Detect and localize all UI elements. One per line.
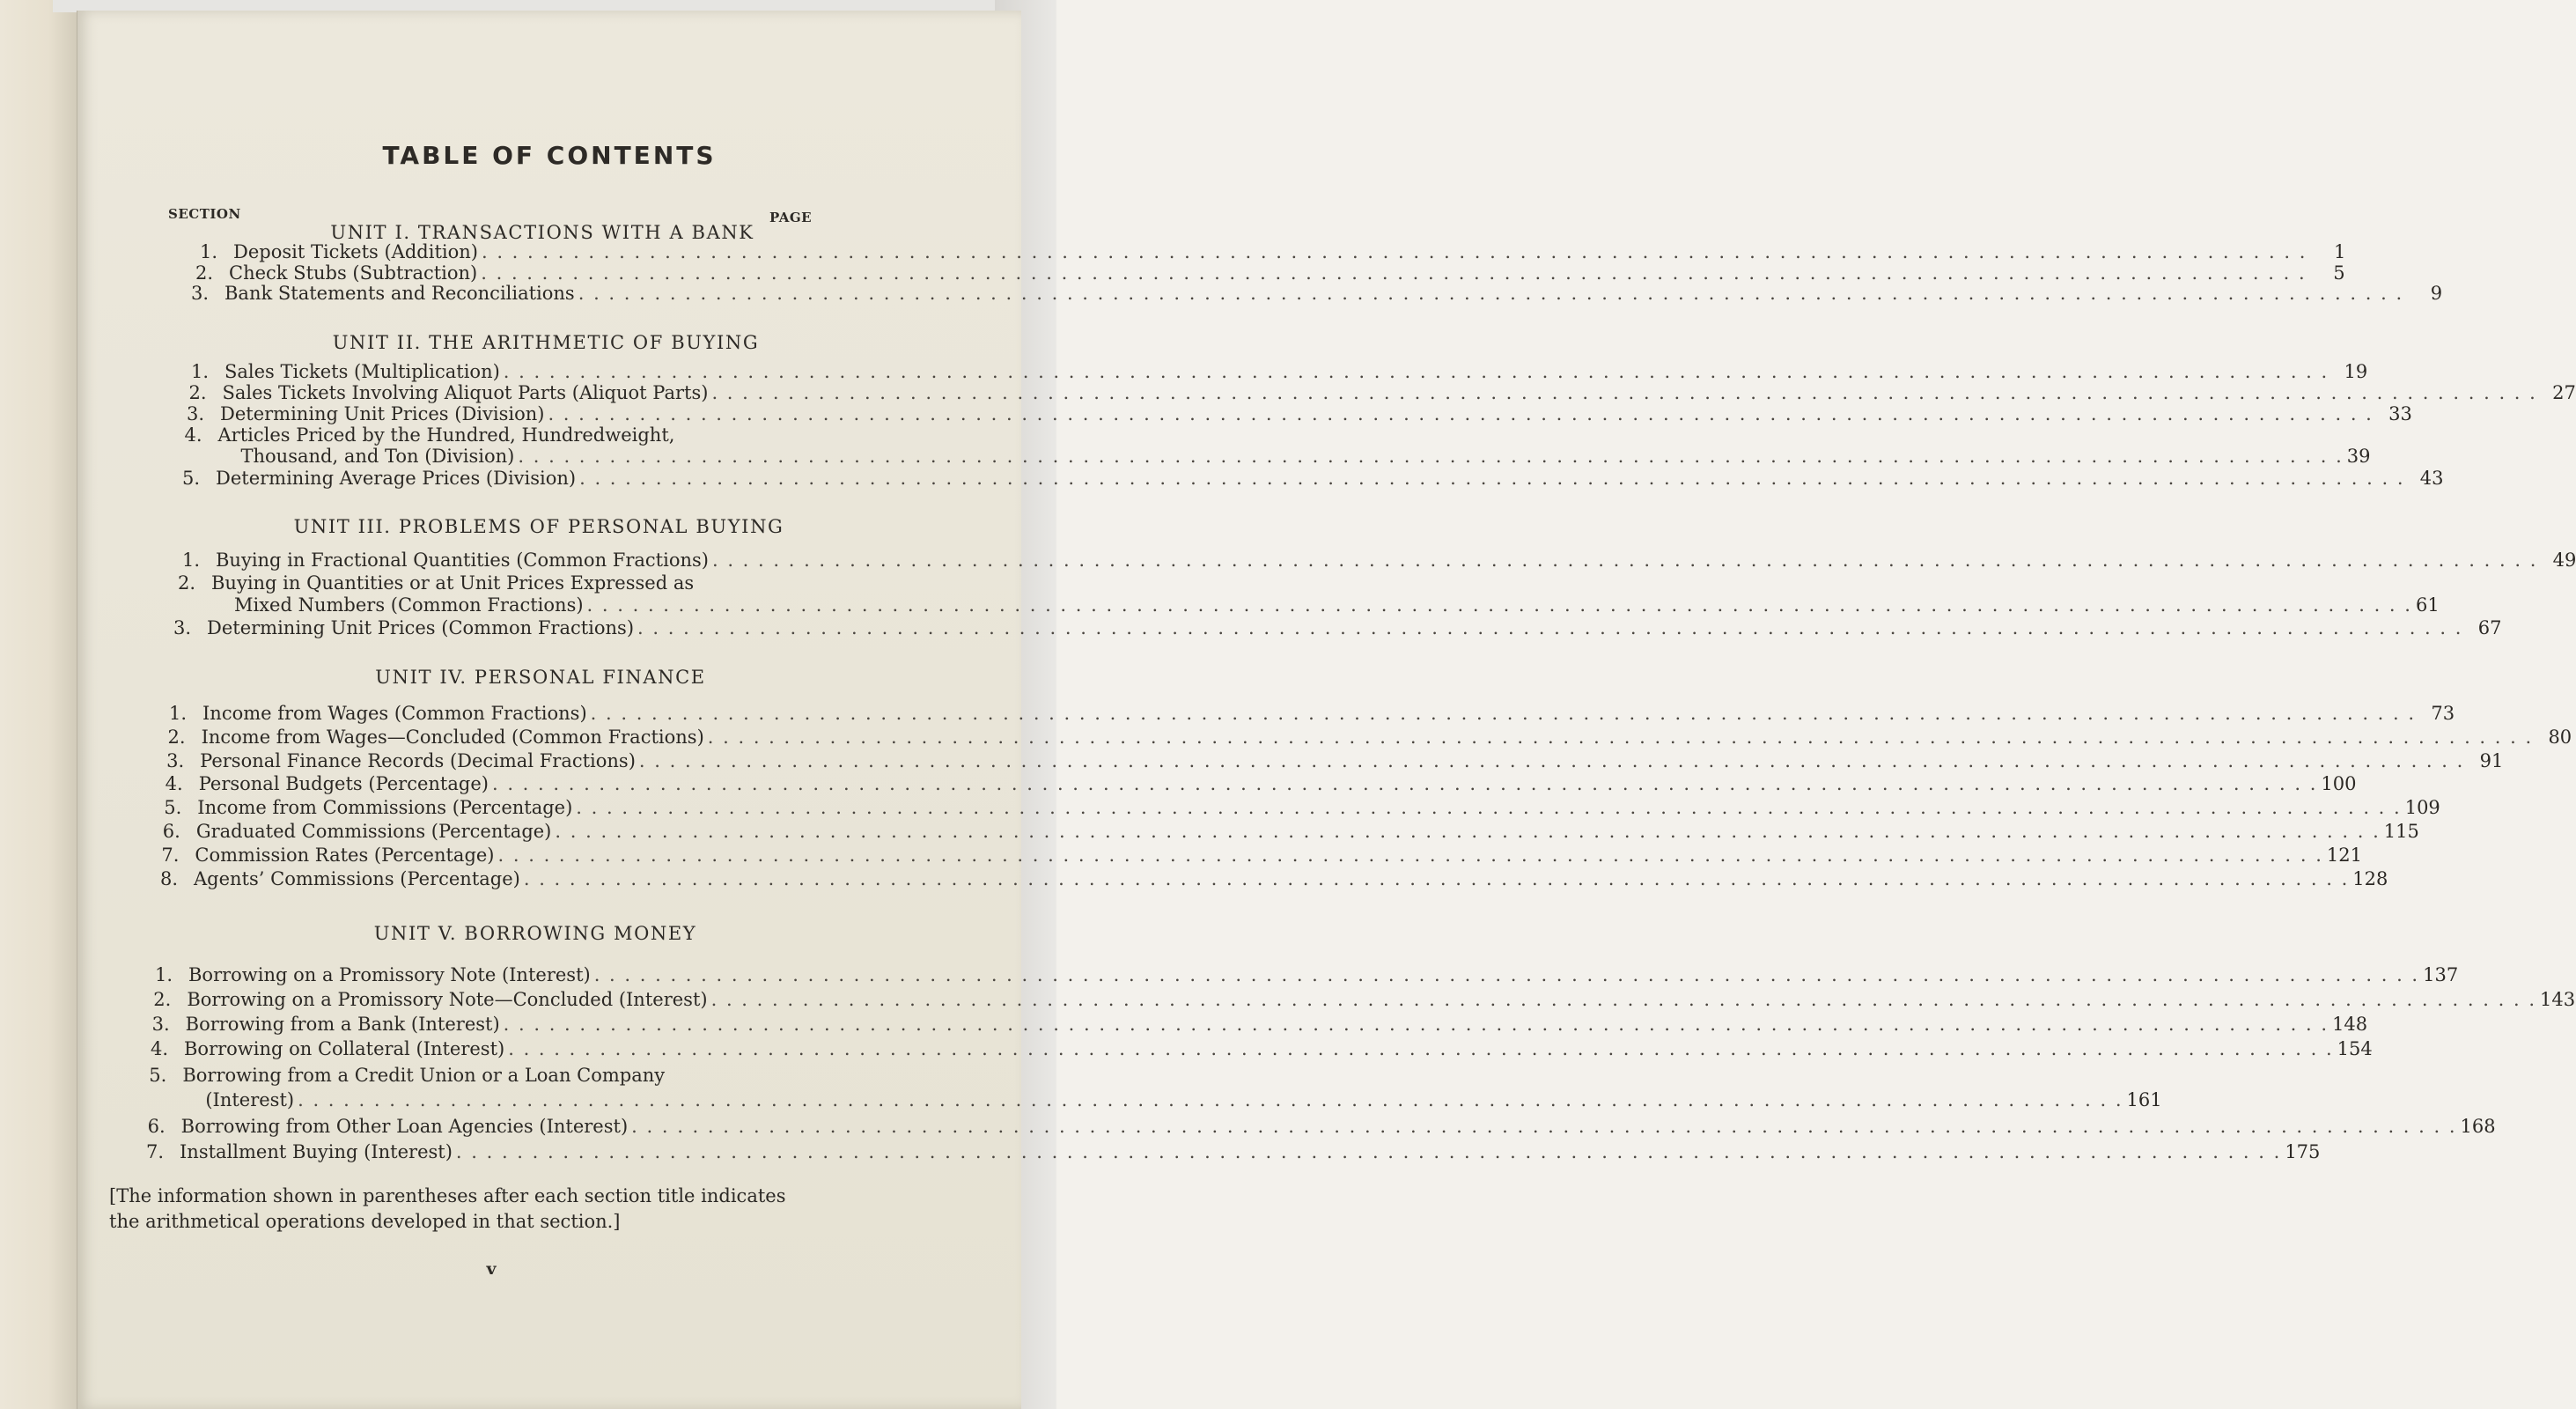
toc-entry[interactable]	[168, 550, 2576, 571]
unit-heading: UNIT II. THE ARITHMETIC OF BUYING	[332, 332, 760, 353]
toc-entry[interactable]	[186, 241, 2346, 262]
toc-entry[interactable]	[164, 572, 694, 594]
page-ref: 61	[2415, 594, 2440, 616]
section-number: 2.	[167, 727, 186, 748]
toc-entry[interactable]	[154, 727, 2572, 748]
section-title: Determining Average Prices (Division)	[216, 468, 577, 489]
leader-dots: . . . . . . . . . . . . . . . . . . . . . . . . . . . . . . . . . . . . . . . . . . . . . . . . . . . . . . . . . . . . . . . . . . . . . . . . . . . . . . . . . . . . . . . . . . . . . . . . . . . . . . . . . . . . . . . . . . . . . . . .	[590, 703, 2417, 724]
page-title: TABLE OF CONTENTS	[382, 141, 717, 170]
section-number: 4.	[184, 424, 202, 446]
toc-entry[interactable]	[147, 845, 2363, 866]
page-ref: 148	[2332, 1014, 2368, 1035]
toc-entry[interactable]	[150, 797, 2440, 818]
page-ref: 100	[2321, 773, 2357, 794]
leader-dots: . . . . . . . . . . . . . . . . . . . . . . . . . . . . . . . . . . . . . . . . . . . . . . . . . . . . . . . . . . . . . . . . . . . . . . . . . . . . . . . . . . . . . . . . . . . . . . . . . . . . . . . . . . . . . . . . . . . . . . . .	[523, 868, 2350, 889]
page-ref: 73	[2431, 703, 2455, 724]
section-title: Income from Wages—Concluded (Common Fractions)	[201, 727, 704, 748]
section-title: Personal Finance Records (Decimal Fractions)	[200, 750, 636, 771]
section-title: Deposit Tickets (Addition)	[233, 241, 478, 262]
section-number: 2.	[195, 262, 213, 284]
footnote	[109, 1184, 884, 1235]
footnote-line: the arithmetical operations developed in that section.]	[109, 1211, 621, 1232]
unit-heading: UNIT V. BORROWING MONEY	[373, 923, 697, 944]
leader-dots: . . . . . . . . . . . . . . . . . . . . . . . . . . . . . . . . . . . . . . . . . . . . . . . . . . . . . . . . . . . . . . . . . . . . . . . . . . . . . . . . . . . . . . . . . . . . . . . . . . . . . . . . . . . . . . . . . . . . . . . .	[548, 403, 2374, 424]
section-title: Buying in Fractional Quantities (Common Fractions)	[216, 550, 709, 571]
section-title: Borrowing on Collateral (Interest)	[184, 1038, 505, 1059]
section-title: Bank Statements and Reconciliations	[224, 283, 575, 304]
unit-heading: UNIT I. TRANSACTIONS WITH A BANK	[330, 222, 754, 243]
toc-entry[interactable]	[141, 964, 2459, 985]
section-title: Sales Tickets (Multiplication)	[224, 361, 500, 382]
section-number: 3.	[173, 617, 191, 638]
unit-heading: UNIT III. PROBLEMS OF PERSONAL BUYING	[293, 516, 784, 537]
facing-page-edge	[0, 0, 81, 1409]
page-ref: 27	[2552, 382, 2576, 403]
leader-dots: . . . . . . . . . . . . . . . . . . . . . . . . . . . . . . . . . . . . . . . . . . . . . . . . . . . . . . . . . . . . . . . . . . . . . . . . . . . . . . . . . . . . . . . . . . . . . . . . . . . . . . . . . . . . . . . . . . . . . . . .	[578, 283, 2404, 304]
section-number: 1.	[181, 550, 200, 571]
section-number: 1.	[190, 361, 209, 382]
page-ref: 49	[2552, 550, 2576, 571]
leader-dots: . . . . . . . . . . . . . . . . . . . . . . . . . . . . . . . . . . . . . . . . . . . . . . . . . . . . . . . . . . . . . . . . . . . . . . . . . . . . . . . . . . . . . . . . . . . . . . . . . . . . . . . . . . . . . . . . . . . . . . . .	[707, 727, 2534, 748]
toc-entry[interactable]	[171, 424, 675, 446]
toc-entry[interactable]	[151, 773, 2357, 794]
toc-entry[interactable]	[181, 262, 2345, 284]
toc-entry[interactable]	[155, 703, 2455, 724]
toc-entry[interactable]	[134, 1116, 2496, 1137]
toc-entry-continuation[interactable]	[240, 446, 2371, 467]
toc-entry[interactable]	[149, 821, 2419, 842]
section-number: 6.	[162, 821, 180, 842]
page-column-header: PAGE	[769, 210, 813, 225]
section-title: Determining Unit Prices (Common Fractions)	[207, 617, 635, 638]
page-ref: 19	[2344, 361, 2368, 382]
page-ref: 33	[2388, 403, 2412, 424]
leader-dots: . . . . . . . . . . . . . . . . . . . . . . . . . . . . . . . . . . . . . . . . . . . . . . . . . . . . . . . . . . . . . . . . . . . . . . . . . . . . . . . . . . . . . . . . . . . . . . . . . . . . . . . . . . . . . . . . . . . . . . . .	[491, 773, 2318, 794]
toc-entry[interactable]	[138, 1014, 2368, 1035]
section-title: Installment Buying (Interest)	[180, 1141, 453, 1162]
toc-entry[interactable]	[136, 1038, 2373, 1059]
section-number: 8.	[159, 868, 178, 889]
toc-content	[77, 11, 2576, 1409]
section-number: 4.	[165, 773, 183, 794]
leader-dots: . . . . . . . . . . . . . . . . . . . . . . . . . . . . . . . . . . . . . . . . . . . . . . . . . . . . . . . . . . . . . . . . . . . . . . . . . . . . . . . . . . . . . . . . . . . . . . . . . . . . . . . . . . . . . . . . . . . . . . . .	[555, 821, 2381, 842]
section-number: 5.	[149, 1065, 167, 1086]
toc-entry[interactable]	[132, 1141, 2321, 1162]
leader-dots: . . . . . . . . . . . . . . . . . . . . . . . . . . . . . . . . . . . . . . . . . . . . . . . . . . . . . . . . . . . . . . . . . . . . . . . . . . . . . . . . . . . . . . . . . . . . . . . . . . . . . . . . . . . . . . . . . . . . . . . .	[711, 550, 2538, 571]
leader-dots: . . . . . . . . . . . . . . . . . . . . . . . . . . . . . . . . . . . . . . . . . . . . . . . . . . . . . . . . . . . . . . . . . . . . . . . . . . . . . . . . . . . . . . . . . . . . . . . . . . . . . . . . . . . . . . . . . . . . . . . .	[637, 617, 2463, 638]
section-title: Buying in Quantities or at Unit Prices Expressed as	[211, 572, 695, 594]
toc-entry[interactable]	[146, 868, 2388, 889]
page-ref: 121	[2326, 845, 2363, 866]
section-title-continued: Mixed Numbers (Common Fractions)	[234, 594, 584, 616]
section-title: Borrowing from a Credit Union or a Loan Company	[182, 1065, 666, 1086]
page-ref: 80	[2548, 727, 2572, 748]
page-ref: 161	[2126, 1089, 2162, 1110]
page-ref: 168	[2460, 1116, 2496, 1137]
section-title: Articles Priced by the Hundred, Hundredweight,	[217, 424, 675, 446]
toc-entry-continuation[interactable]	[234, 594, 2440, 616]
toc-entry[interactable]	[139, 989, 2576, 1010]
page-number: v	[486, 1259, 497, 1279]
section-number: 3.	[190, 283, 209, 304]
section-number: 1.	[168, 703, 187, 724]
page-ref: 128	[2352, 868, 2388, 889]
section-title: Agents’ Commissions (Percentage)	[194, 868, 520, 889]
toc-entry[interactable]	[152, 750, 2504, 771]
page-ref: 109	[2404, 797, 2440, 818]
leader-dots: . . . . . . . . . . . . . . . . . . . . . . . . . . . . . . . . . . . . . . . . . . . . . . . . . . . . . . . . . . . . . . . . . . . . . . . . . . . . . . . . . . . . . . . . . . . . . . . . . . . . . . . . . . . . . . . . . . . . . . . .	[503, 1014, 2329, 1035]
leader-dots: . . . . . . . . . . . . . . . . . . . . . . . . . . . . . . . . . . . . . . . . . . . . . . . . . . . . . . . . . . . . . . . . . . . . . . . . . . . . . . . . . . . . . . . . . . . . . . . . . . . . . . . . . . . . . . . . . . . . . . . .	[576, 797, 2402, 818]
page-ref: 91	[2479, 750, 2504, 771]
toc-entry[interactable]	[159, 617, 2502, 638]
leader-dots: . . . . . . . . . . . . . . . . . . . . . . . . . . . . . . . . . . . . . . . . . . . . . . . . . . . . . . . . . . . . . . . . . . . . . . . . . . . . . . . . . . . . . . . . . . . . . . . . . . . . . . . . . . . . . . . . . . . . . . . .	[481, 241, 2307, 262]
leader-dots: . . . . . . . . . . . . . . . . . . . . . . . . . . . . . . . . . . . . . . . . . . . . . . . . . . . . . . . . . . . . . . . . . . . . . . . . . . . . . . . . . . . . . . . . . . . . . . . . . . . . . . . . . . . . . . . . . . . . . . . .	[497, 845, 2323, 866]
section-number: 3.	[186, 403, 204, 424]
section-title: Borrowing from Other Loan Agencies (Interest)	[180, 1116, 629, 1137]
section-number: 7.	[161, 845, 180, 866]
page-ref: 175	[2285, 1141, 2321, 1162]
page-ref: 137	[2423, 964, 2459, 985]
section-number: 7.	[145, 1141, 164, 1162]
page-ref: 1	[2334, 241, 2346, 262]
leader-dots: . . . . . . . . . . . . . . . . . . . . . . . . . . . . . . . . . . . . . . . . . . . . . . . . . . . . . . . . . . . . . . . . . . . . . . . . . . . . . . . . . . . . . . . . . . . . . . . . . . . . . . . . . . . . . . . . . . . . . . . .	[518, 446, 2344, 467]
leader-dots: . . . . . . . . . . . . . . . . . . . . . . . . . . . . . . . . . . . . . . . . . . . . . . . . . . . . . . . . . . . . . . . . . . . . . . . . . . . . . . . . . . . . . . . . . . . . . . . . . . . . . . . . . . . . . . . . . . . . . . . .	[710, 989, 2536, 1010]
toc-entry-continuation[interactable]	[205, 1089, 2162, 1110]
section-title: Borrowing on a Promissory Note—Concluded (Interest)	[187, 989, 708, 1010]
leader-dots: . . . . . . . . . . . . . . . . . . . . . . . . . . . . . . . . . . . . . . . . . . . . . . . . . . . . . . . . . . . . . . . . . . . . . . . . . . . . . . . . . . . . . . . . . . . . . . . . . . . . . . . . . . . . . . . . . . . . . . . .	[298, 1089, 2123, 1110]
section-number: 2.	[153, 989, 172, 1010]
book-page	[77, 11, 2576, 1409]
toc-entry[interactable]	[175, 382, 2576, 403]
page-ref: 115	[2383, 821, 2419, 842]
footnote-line: [The information shown in parentheses after each section title indicates	[109, 1185, 786, 1206]
leader-dots: . . . . . . . . . . . . . . . . . . . . . . . . . . . . . . . . . . . . . . . . . . . . . . . . . . . . . . . . . . . . . . . . . . . . . . . . . . . . . . . . . . . . . . . . . . . . . . . . . . . . . . . . . . . . . . . . . . . . . . . .	[593, 964, 2420, 985]
section-title: Commission Rates (Percentage)	[195, 845, 495, 866]
section-title: Determining Unit Prices (Division)	[220, 403, 545, 424]
section-number: 5.	[164, 797, 182, 818]
section-title: Borrowing on a Promissory Note (Interest)	[188, 964, 591, 985]
section-number: 3.	[151, 1014, 170, 1035]
leader-dots: . . . . . . . . . . . . . . . . . . . . . . . . . . . . . . . . . . . . . . . . . . . . . . . . . . . . . . . . . . . . . . . . . . . . . . . . . . . . . . . . . . . . . . . . . . . . . . . . . . . . . . . . . . . . . . . . . . . . . . . .	[579, 468, 2405, 489]
toc-entry[interactable]	[177, 361, 2368, 382]
section-title-continued: (Interest)	[205, 1089, 295, 1110]
page-ref: 9	[2430, 283, 2443, 304]
section-title: Borrowing from a Bank (Interest)	[185, 1014, 500, 1035]
section-number: 6.	[147, 1116, 166, 1137]
section-title: Income from Wages (Common Fractions)	[202, 703, 587, 724]
leader-dots: . . . . . . . . . . . . . . . . . . . . . . . . . . . . . . . . . . . . . . . . . . . . . . . . . . . . . . . . . . . . . . . . . . . . . . . . . . . . . . . . . . . . . . . . . . . . . . . . . . . . . . . . . . . . . . . . . . . . . . . .	[631, 1116, 2457, 1137]
page-ref: 143	[2540, 989, 2576, 1010]
page-ref: 39	[2346, 446, 2371, 467]
section-column-header: SECTION	[168, 206, 241, 222]
page-ref: 67	[2477, 617, 2502, 638]
page-ref: 5	[2333, 262, 2345, 284]
unit-heading: UNIT IV. PERSONAL FINANCE	[375, 667, 706, 688]
section-number: 1.	[199, 241, 217, 262]
leader-dots: . . . . . . . . . . . . . . . . . . . . . . . . . . . . . . . . . . . . . . . . . . . . . . . . . . . . . . . . . . . . . . . . . . . . . . . . . . . . . . . . . . . . . . . . . . . . . . . . . . . . . . . . . . . . . . . . . . . . . . . .	[455, 1141, 2282, 1162]
toc-entry[interactable]	[173, 403, 2412, 424]
section-title: Sales Tickets Involving Aliquot Parts (Aliquot Parts)	[222, 382, 709, 403]
section-number: 2.	[177, 572, 195, 594]
page-ref: 43	[2419, 468, 2444, 489]
section-title: Graduated Commissions (Percentage)	[195, 821, 552, 842]
page-ref: 154	[2337, 1038, 2373, 1059]
section-number: 4.	[150, 1038, 168, 1059]
leader-dots: . . . . . . . . . . . . . . . . . . . . . . . . . . . . . . . . . . . . . . . . . . . . . . . . . . . . . . . . . . . . . . . . . . . . . . . . . . . . . . . . . . . . . . . . . . . . . . . . . . . . . . . . . . . . . . . . . . . . . . . .	[508, 1038, 2334, 1059]
section-title: Personal Budgets (Percentage)	[198, 773, 489, 794]
section-number: 1.	[154, 964, 173, 985]
leader-dots: . . . . . . . . . . . . . . . . . . . . . . . . . . . . . . . . . . . . . . . . . . . . . . . . . . . . . . . . . . . . . . . . . . . . . . . . . . . . . . . . . . . . . . . . . . . . . . . . . . . . . . . . . . . . . . . . . . . . . . . .	[481, 262, 2307, 284]
section-title: Income from Commissions (Percentage)	[197, 797, 573, 818]
section-number: 2.	[188, 382, 207, 403]
toc-entry[interactable]	[135, 1065, 665, 1086]
leader-dots: . . . . . . . . . . . . . . . . . . . . . . . . . . . . . . . . . . . . . . . . . . . . . . . . . . . . . . . . . . . . . . . . . . . . . . . . . . . . . . . . . . . . . . . . . . . . . . . . . . . . . . . . . . . . . . . . . . . . . . . .	[503, 361, 2329, 382]
toc-entry[interactable]	[177, 283, 2443, 304]
leader-dots: . . . . . . . . . . . . . . . . . . . . . . . . . . . . . . . . . . . . . . . . . . . . . . . . . . . . . . . . . . . . . . . . . . . . . . . . . . . . . . . . . . . . . . . . . . . . . . . . . . . . . . . . . . . . . . . . . . . . . . . .	[638, 750, 2465, 771]
toc-entry[interactable]	[168, 468, 2444, 489]
section-number: 3.	[166, 750, 185, 771]
leader-dots: . . . . . . . . . . . . . . . . . . . . . . . . . . . . . . . . . . . . . . . . . . . . . . . . . . . . . . . . . . . . . . . . . . . . . . . . . . . . . . . . . . . . . . . . . . . . . . . . . . . . . . . . . . . . . . . . . . . . . . . .	[586, 594, 2412, 616]
section-number: 5.	[181, 468, 200, 489]
leader-dots: . . . . . . . . . . . . . . . . . . . . . . . . . . . . . . . . . . . . . . . . . . . . . . . . . . . . . . . . . . . . . . . . . . . . . . . . . . . . . . . . . . . . . . . . . . . . . . . . . . . . . . . . . . . . . . . . . . . . . . . .	[711, 382, 2537, 403]
section-title: Check Stubs (Subtraction)	[229, 262, 478, 284]
section-title-continued: Thousand, and Ton (Division)	[240, 446, 515, 467]
